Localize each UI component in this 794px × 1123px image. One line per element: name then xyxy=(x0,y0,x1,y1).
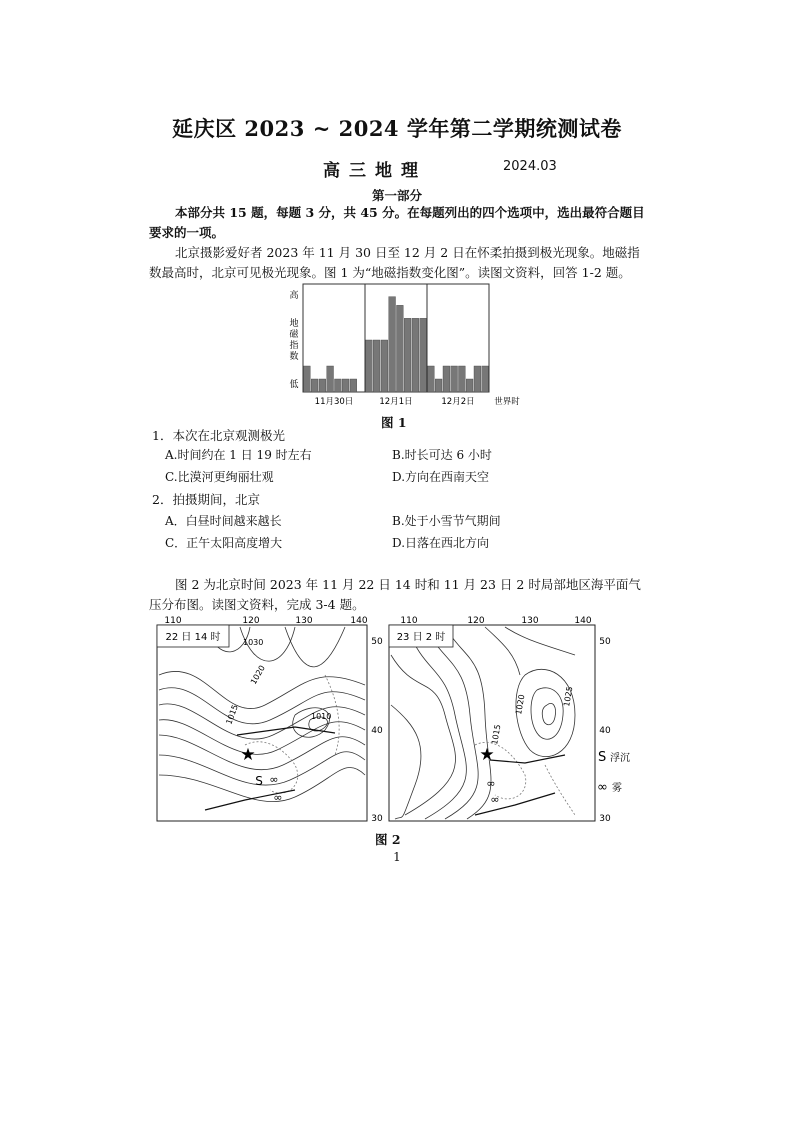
legend-dust-symbol: S xyxy=(598,750,607,765)
map1-lon-120: 120 xyxy=(242,616,260,626)
figure1-bar-11 xyxy=(381,340,388,392)
question-2-option-d: D.日落在西北方向 xyxy=(392,536,490,550)
map1-isobar-1020: 1020 xyxy=(248,663,267,686)
figure1-bar-14 xyxy=(404,318,411,392)
map1-dust-symbol: S xyxy=(255,774,263,788)
figure1-bar-21 xyxy=(459,366,466,392)
figure1-bar-15 xyxy=(412,318,419,392)
figure1-caption: 图 1 xyxy=(381,415,407,430)
figure1-chart xyxy=(280,282,530,410)
figure1-bar-12 xyxy=(389,297,396,392)
figure1-y-axis-label: 地磁指数 xyxy=(289,319,299,362)
figure1-bar-16 xyxy=(420,318,427,392)
figure1-bar-22 xyxy=(466,379,473,392)
figure1-bar-5 xyxy=(335,379,342,392)
map1-lat-50: 50 xyxy=(371,637,383,647)
map1-isobar-1030: 1030 xyxy=(243,638,264,647)
figure2-maps xyxy=(145,615,635,829)
figure1-bar-7 xyxy=(350,379,357,392)
figure1-y-label-low: 低 xyxy=(289,380,299,390)
figure2-legend xyxy=(597,750,630,795)
map1-fog-symbol-2: ∞ xyxy=(273,791,283,804)
exam-subject: 高三地理 xyxy=(323,161,427,181)
figure1-x-label-nov30: 11月30日 xyxy=(314,397,354,407)
map2-lon-130: 130 xyxy=(521,616,539,626)
map1-lon-130: 130 xyxy=(295,616,313,626)
figure1-x-unit: 世界时 xyxy=(494,397,520,407)
figure1-bar-6 xyxy=(342,379,349,392)
question-2-option-a: A．白昼时间越来越长 xyxy=(165,514,282,528)
figure1-bar-2 xyxy=(311,379,318,392)
page-number: 1 xyxy=(393,850,401,864)
map-23-02 xyxy=(389,616,611,824)
question-context-1-2: 北京摄影爱好者 2023 年 11 月 30 日至 12 月 2 日在怀柔拍摄到极光现象。地磁指数最高时，北京可见极光现象。图 1 为“地磁指数变化图”。读图文资料，回答 1-2 题。 xyxy=(149,245,640,280)
legend-fog-label: 雾 xyxy=(612,783,622,794)
legend-fog-symbol: ∞ xyxy=(597,780,608,795)
map2-lat-40: 40 xyxy=(599,726,611,736)
legend-dust-label: 浮沉 xyxy=(610,753,630,764)
question-1-option-b: B.时长可达 6 小时 xyxy=(392,448,492,462)
figure1-bar-3 xyxy=(319,379,326,392)
figure1-bar-24 xyxy=(482,366,489,392)
question-1-option-d: D.方向在西南天空 xyxy=(392,470,490,484)
figure1-bar-19 xyxy=(443,366,450,392)
map2-isobar-1025: 1025 xyxy=(562,685,575,708)
map2-fog-symbol-2: ∞ xyxy=(490,793,500,806)
figure1-x-label-dec2: 12月2日 xyxy=(441,397,475,407)
figure1-bars xyxy=(304,297,489,392)
figure1-bar-10 xyxy=(373,340,380,392)
question-1-option-c: C.比漠河更绚丽壮观 xyxy=(165,470,274,484)
figure1-bar-4 xyxy=(327,366,334,392)
map2-lon-120: 120 xyxy=(467,616,485,626)
map2-time-label: 23 日 2 时 xyxy=(396,632,446,643)
section-heading: 第一部分 xyxy=(371,188,422,203)
question-context-3-4: 图 2 为北京时间 2023 年 11 月 22 日 14 时和 11 月 23 日 2 时局部地区海平面气压分布图。读图文资料，完成 3-4 题。 xyxy=(149,577,641,612)
map1-beijing-star: ★ xyxy=(240,745,256,765)
figure1-bar-9 xyxy=(366,340,373,392)
map1-lat-30: 30 xyxy=(371,814,383,824)
map2-isobar-1015: 1015 xyxy=(490,723,503,746)
map2-lon-140: 140 xyxy=(574,616,592,626)
question-1-stem: 1．本次在北京观测极光 xyxy=(152,428,285,443)
map-22-14 xyxy=(157,616,383,824)
question-2-option-c: C．正午太阳高度增大 xyxy=(165,536,283,550)
figure1-bar-23 xyxy=(474,366,481,392)
map2-isobar-1020: 1020 xyxy=(514,693,527,716)
map1-isobar-1010: 1010 xyxy=(311,712,332,721)
map1-isobar-1015: 1015 xyxy=(224,703,240,726)
exam-date: 2024.03 xyxy=(503,159,557,174)
map1-fog-symbol: ∞ xyxy=(269,773,279,786)
figure1-x-label-dec1: 12月1日 xyxy=(379,397,413,407)
figure2-caption: 图 2 xyxy=(375,832,401,847)
exam-title: 延庆区 2023 ~ 2024 学年第二学期统测试卷 xyxy=(172,116,622,141)
figure1-bar-13 xyxy=(397,305,404,392)
map2-lon-110: 110 xyxy=(400,616,418,626)
section-instructions: 本部分共 15 题，每题 3 分，共 45 分。在每题列出的四个选项中，选出最符合题目要求的一项。 xyxy=(149,205,645,240)
figure1-bar-18 xyxy=(435,379,442,392)
map2-beijing-star: ★ xyxy=(479,745,495,765)
map1-lat-40: 40 xyxy=(371,726,383,736)
figure1-bar-20 xyxy=(451,366,458,392)
map1-lon-140: 140 xyxy=(350,616,368,626)
map1-lon-110: 110 xyxy=(164,616,182,626)
figure1-bar-1 xyxy=(304,366,311,392)
map2-fog-symbol: ∞ xyxy=(486,777,496,790)
question-1-option-a: A.时间约在 1 日 19 时左右 xyxy=(165,448,312,462)
figure1-bar-17 xyxy=(428,366,435,392)
map2-frame xyxy=(389,625,595,821)
question-2-stem: 2．拍摄期间，北京 xyxy=(152,492,260,507)
figure1-y-label-high: 高 xyxy=(289,291,299,301)
map1-time-label: 22 日 14 时 xyxy=(165,632,221,643)
question-2-option-b: B.处于小雪节气期间 xyxy=(392,514,501,528)
map2-lat-50: 50 xyxy=(599,637,611,647)
map2-lat-30: 30 xyxy=(599,814,611,824)
